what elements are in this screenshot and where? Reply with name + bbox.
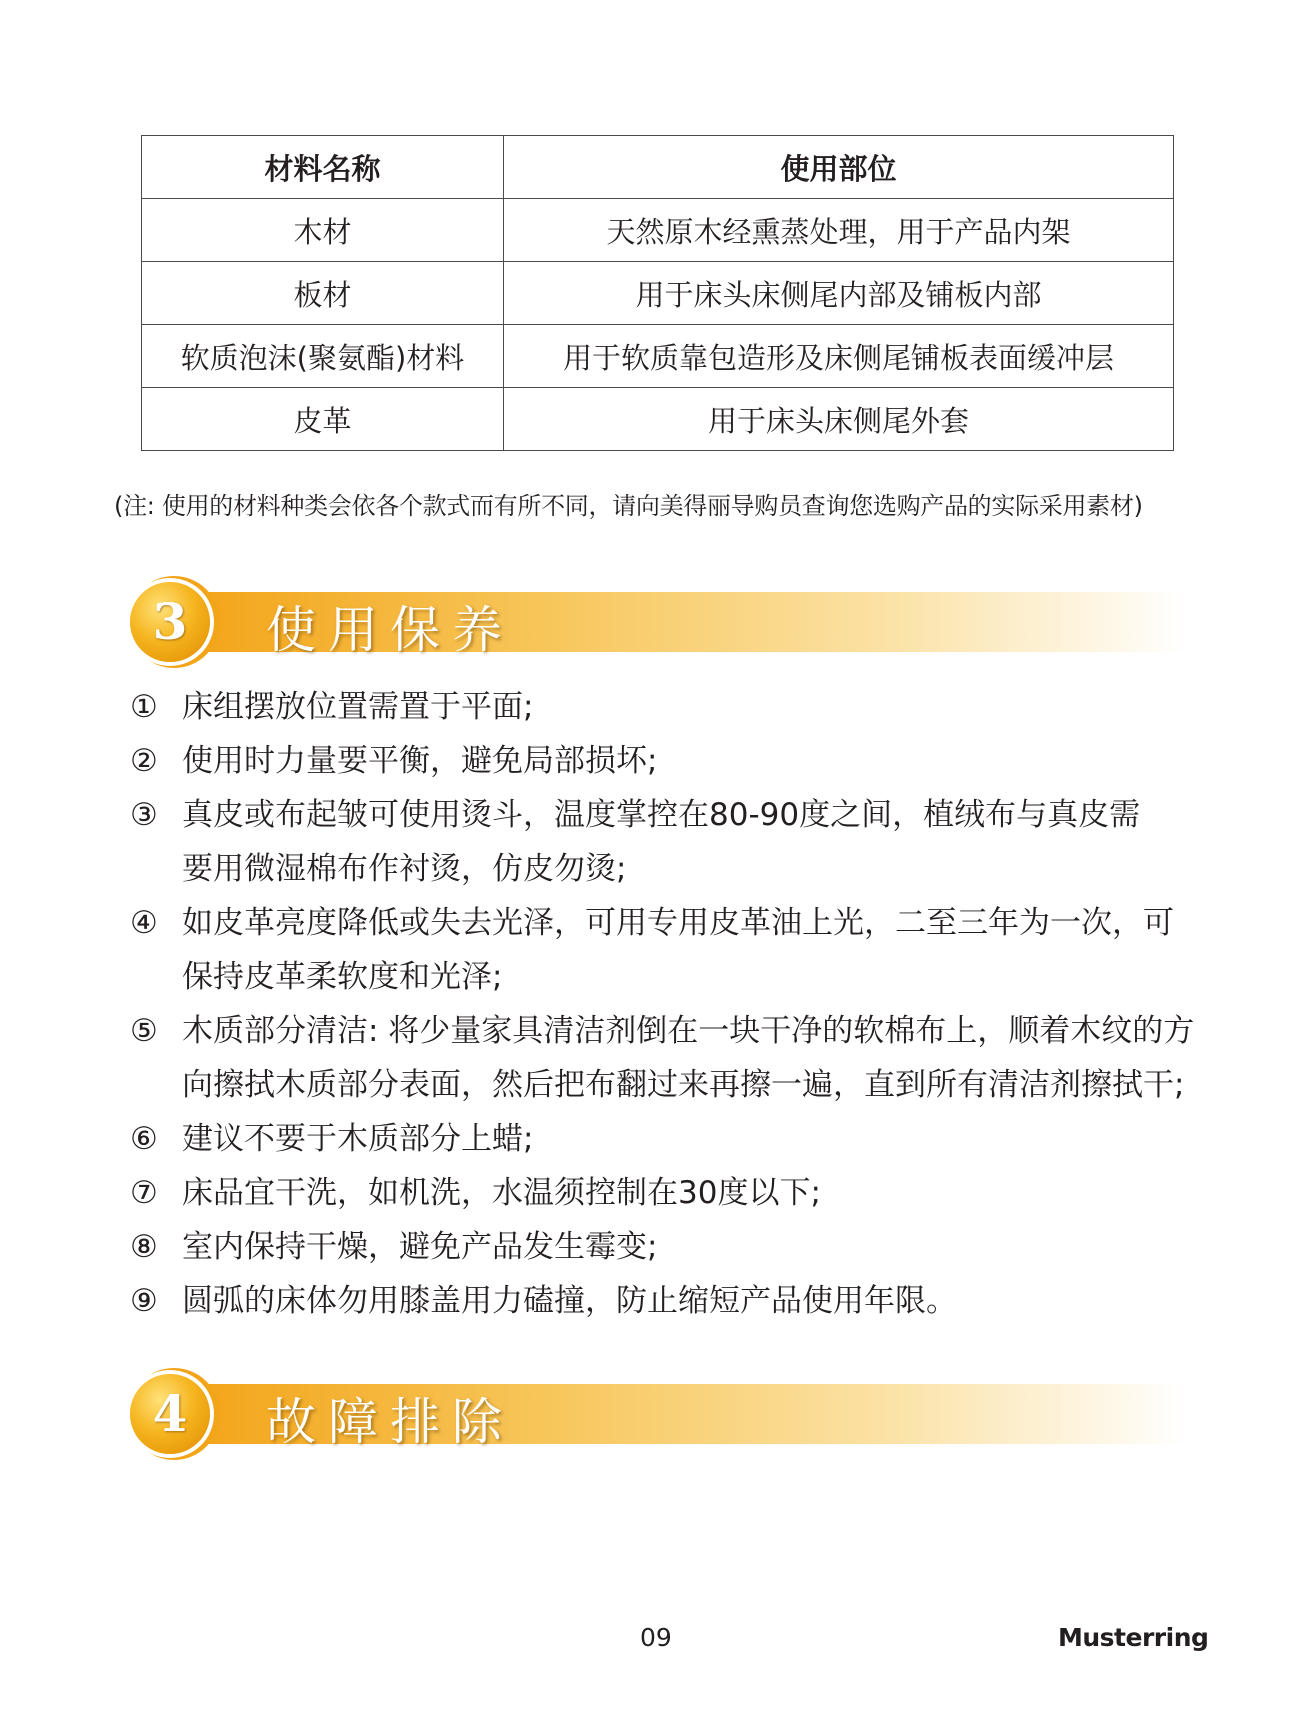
materials-note: (注: 使用的材料种类会依各个款式而有所不同，请向美得丽导购员查询您选购产品的实际采用素材) (114, 492, 1143, 520)
header-material-name: 材料名称 (142, 136, 504, 199)
header-usage-location: 使用部位 (504, 136, 1174, 199)
item-number: ② (130, 743, 158, 779)
material-cell: 软质泡沫(聚氨酯)材料 (142, 325, 504, 388)
section-number-badge: 4 (130, 1374, 210, 1454)
section-header-maintenance (128, 580, 1188, 670)
list-item (130, 734, 1210, 788)
item-number: ④ (130, 905, 158, 941)
usage-cell: 用于床头床侧尾内部及铺板内部 (504, 262, 1174, 325)
materials-table (141, 135, 1174, 451)
usage-cell: 用于床头床侧尾外套 (504, 388, 1174, 451)
item-text: 床组摆放位置需置于平面; (182, 689, 534, 725)
item-text-continued: 向擦拭木质部分表面，然后把布翻过来再擦一遍，直到所有清洁剂擦拭干; (182, 1067, 1185, 1103)
table-row (142, 388, 1174, 451)
list-item (130, 680, 1210, 734)
usage-cell: 天然原木经熏蒸处理，用于产品内架 (504, 199, 1174, 262)
section-title: 使用保养 (266, 601, 514, 659)
item-number: ⑨ (130, 1283, 158, 1319)
item-text: 室内保持干燥，避免产品发生霉变; (182, 1229, 658, 1265)
list-item (130, 1112, 1210, 1166)
item-number: ③ (130, 797, 158, 833)
section-header-troubleshooting (128, 1372, 1188, 1462)
material-cell: 皮革 (142, 388, 504, 451)
list-item (130, 1274, 1210, 1328)
item-number: ⑥ (130, 1121, 158, 1157)
item-number: ① (130, 689, 158, 725)
item-number: ⑤ (130, 1013, 158, 1049)
material-cell: 木材 (142, 199, 504, 262)
page-number: 09 (640, 1623, 672, 1652)
table-row (142, 199, 1174, 262)
item-number: ⑦ (130, 1175, 158, 1211)
item-text-continued: 要用微湿棉布作衬烫，仿皮勿烫; (182, 851, 627, 887)
material-cell: 板材 (142, 262, 504, 325)
list-item (130, 788, 1210, 896)
item-text: 圆弧的床体勿用膝盖用力磕撞，防止缩短产品使用年限。 (182, 1283, 957, 1319)
usage-cell: 用于软质靠包造形及床侧尾铺板表面缓冲层 (504, 325, 1174, 388)
section-title: 故障排除 (266, 1393, 514, 1451)
item-text: 使用时力量要平衡，避免局部损坏; (182, 743, 658, 779)
brand-logo: Musterring (1058, 1623, 1209, 1652)
list-item (130, 1004, 1210, 1112)
item-number: ⑧ (130, 1229, 158, 1265)
table-row (142, 262, 1174, 325)
section-number-badge: 3 (130, 582, 210, 662)
item-text: 建议不要于木质部分上蜡; (182, 1121, 534, 1157)
table-row (142, 325, 1174, 388)
list-item (130, 1166, 1210, 1220)
item-text: 如皮革亮度降低或失去光泽，可用专用皮革油上光，二至三年为一次，可 (182, 905, 1174, 941)
table-header-row (142, 136, 1174, 199)
item-text: 真皮或布起皱可使用烫斗，温度掌控在80-90度之间，植绒布与真皮需 (182, 797, 1141, 833)
item-text: 木质部分清洁: 将少量家具清洁剂倒在一块干净的软棉布上，顺着木纹的方 (182, 1013, 1195, 1049)
list-item (130, 1220, 1210, 1274)
item-text-continued: 保持皮革柔软度和光泽; (182, 959, 503, 995)
care-instructions-list (130, 680, 1210, 1328)
list-item (130, 896, 1210, 1004)
item-text: 床品宜干洗，如机洗，水温须控制在30度以下; (182, 1175, 821, 1211)
